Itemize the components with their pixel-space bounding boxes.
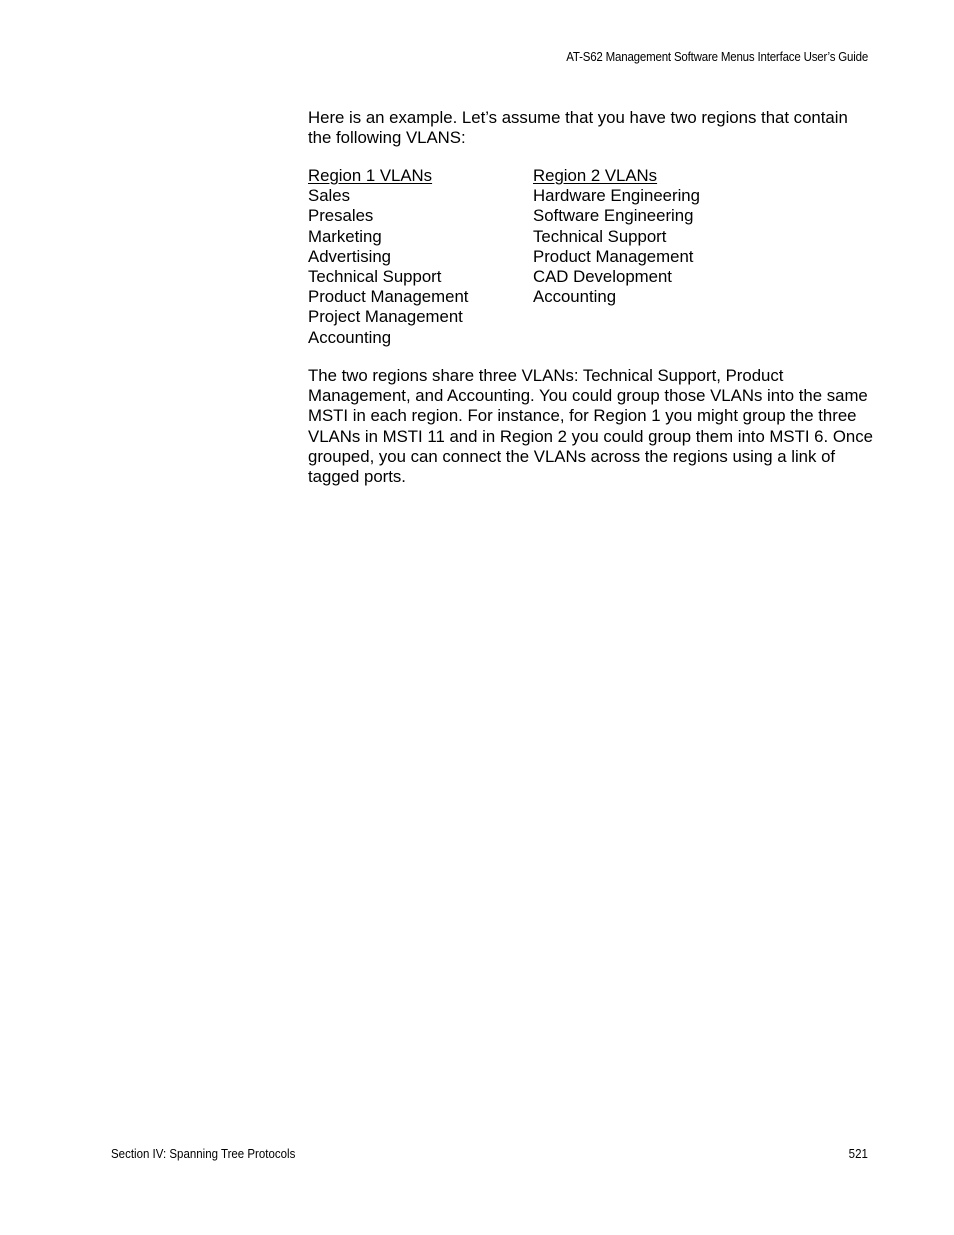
region-1-heading: Region 1 VLANs [308,166,433,185]
intro-paragraph: Here is an example. Let’s assume that you have two regions that contain the following VLANS: [308,108,848,148]
region-1-item: Sales [308,186,350,206]
region-1-item: Technical Support [308,267,442,287]
region-2-item: Hardware Engineering [533,186,700,206]
region-2-item: Technical Support [533,226,667,246]
region-1-item: Product Management [308,287,469,307]
region-1-item: Accounting [308,327,392,347]
page-number: 521 [848,1147,868,1161]
region-2-item: CAD Development [533,267,672,287]
region-2-item: Product Management [533,246,694,266]
summary-paragraph: The two regions share three VLANs: Technical Support, Product Management, and Accounting. You could group those VLANs into the same MSTI in each region. For instance, for Region 1 you might group the three VLANs in MSTI 11 and in Region 2 you could group them into MSTI 6. Once grouped, you can connect the VLANs across the regions using a link of tagged ports. [308,366,873,487]
region-1-column [308,166,468,348]
region-2-heading: Region 2 VLANs [533,166,658,185]
region-2-column [533,166,700,307]
footer-section-title: Section IV: Spanning Tree Protocols [111,1147,296,1161]
region-2-item: Accounting [533,287,617,307]
region-1-item: Presales [308,206,374,226]
region-1-item: Advertising [308,246,392,266]
region-2-item: Software Engineering [533,206,694,226]
running-header: AT-S62 Management Software Menus Interface User’s Guide [566,50,868,64]
region-1-item: Marketing [308,226,382,246]
region-1-item: Project Management [308,307,463,327]
